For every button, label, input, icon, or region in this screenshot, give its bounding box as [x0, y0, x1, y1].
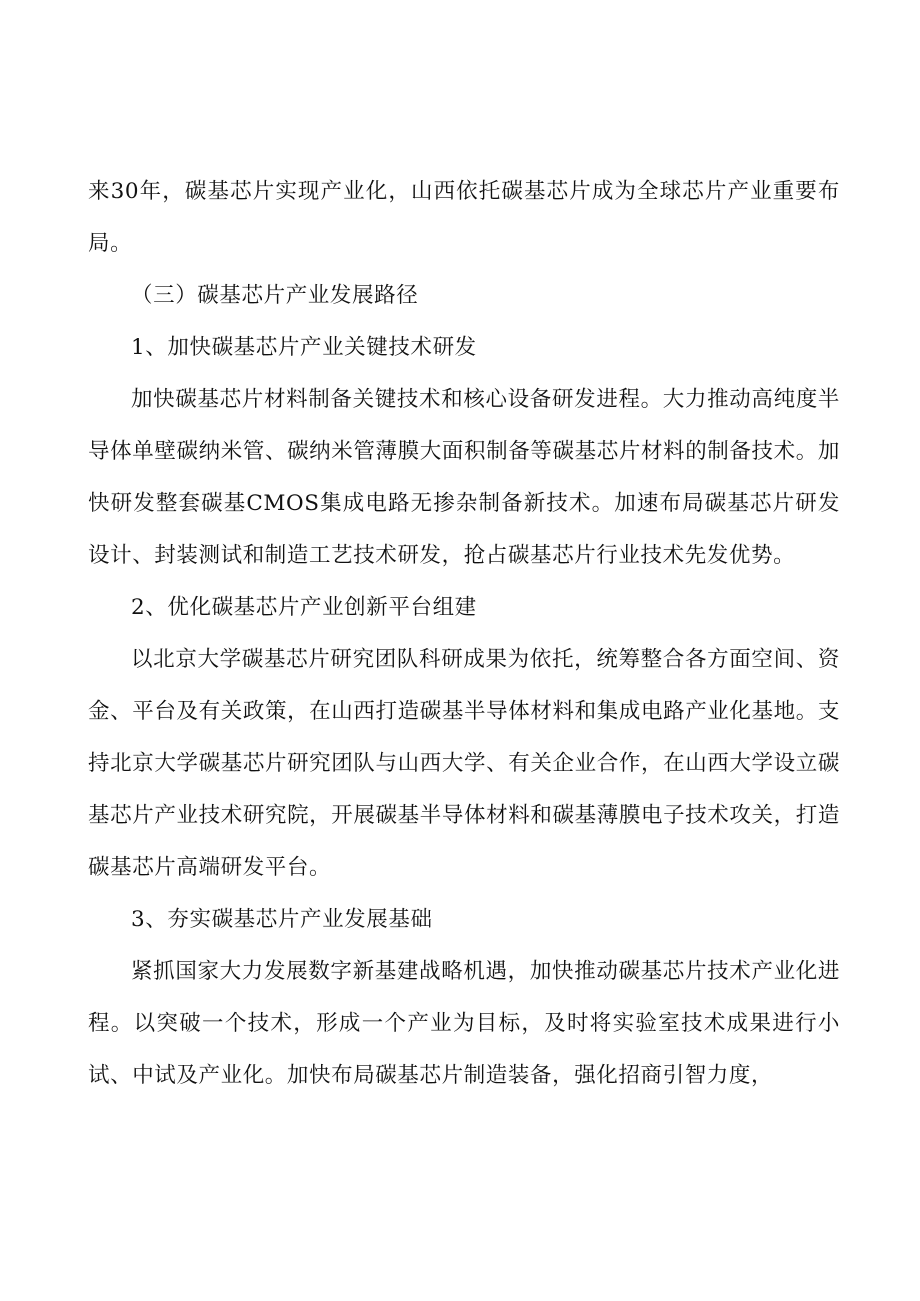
- item-3-body: 紧抓国家大力发展数字新基建战略机遇，加快推动碳基芯片技术产业化进程。以突破一个技术，形成一个产业为目标，及时将实验室技术成果进行小试、中试及产业化。加快布局碳基芯片制造装备，强化招商引智力度，: [88, 959, 840, 1088]
- item-2-title: 2、优化碳基芯片产业创新平台组建: [131, 595, 477, 620]
- item-2-body: 以北京大学碳基芯片研究团队科研成果为依托，统筹整合各方面空间、资金、平台及有关政策，在山西打造碳基半导体材料和集成电路产业化基地。支持北京大学碳基芯片研究团队与山西大学、有关企业合作，在山西大学设立碳基芯片产业技术研究院，开展碳基半导体材料和碳基薄膜电子技术攻关，打造碳基芯片高端研发平台。: [88, 647, 840, 880]
- section-heading: （三）碳基芯片产业发展路径: [131, 283, 419, 308]
- document-body: [88, 166, 840, 1102]
- item-1-body: 加快碳基芯片材料制备关键技术和核心设备研发进程。大力推动高纯度半导体单壁碳纳米管、碳纳米管薄膜大面积制备等碳基芯片材料的制备技术。加快研发整套碳基CMOS集成电路无掺杂制备新技术。加速布局碳基芯片研发设计、封装测试和制造工艺技术研发，抢占碳基芯片行业技术先发优势。: [88, 387, 840, 568]
- item-3-title: 3、夯实碳基芯片产业发展基础: [131, 907, 433, 932]
- paragraph-continuation: 来30年，碳基芯片实现产业化，山西依托碳基芯片成为全球芯片产业重要布局。: [88, 179, 840, 256]
- item-1-title: 1、加快碳基芯片产业关键技术研发: [131, 335, 477, 360]
